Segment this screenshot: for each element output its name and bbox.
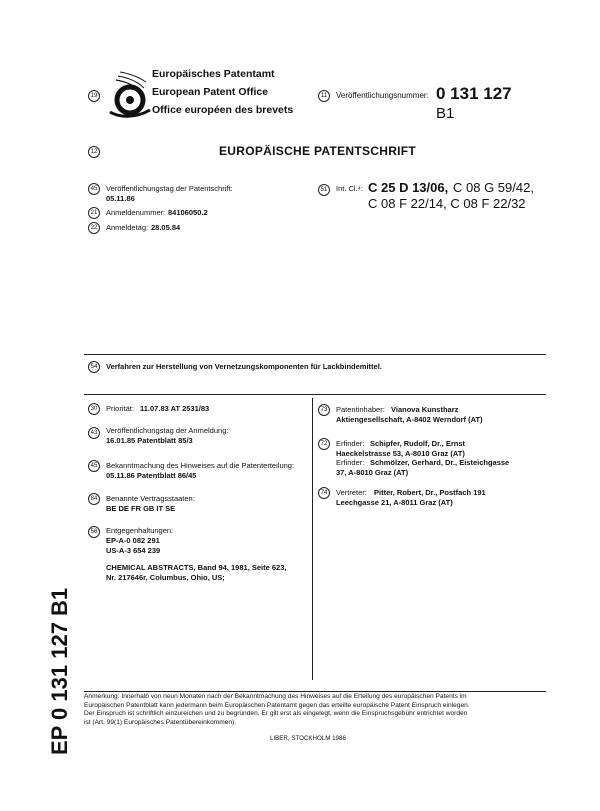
title-top-rule [84,354,546,355]
int-cl-rest-1: C 08 G 59/42, [453,180,534,195]
designated-states-value: BE DE FR GB IT SE [106,504,176,513]
int-cl-main: C 25 D 13/06, [368,180,449,195]
inventor-2-line-1: Schmölzer, Gerhard, Dr., Eisteichgasse [370,458,510,467]
app-pub-label: Veröffentlichungstag der Anmeldung: [106,426,229,435]
office-name-en: European Patent Office [152,86,269,98]
designated-states-label: Benannte Vertragsstaaten: [106,494,195,503]
invention-title: Verfahren zur Herstellung von Vernetzungskomponenten für Lackbindemittel. [106,362,382,371]
footer-note-line-1: Anmerkung: Innerhalb von neun Monaten nach der Bekanntmachung des Hinweises auf die Erteilung des europäischen Patents im [84,693,467,700]
side-publication-label: EP 0 131 127 B1 [47,587,72,755]
inventor-1-line-2: Haeckelstrasse 53, A-8010 Graz (AT) [336,449,465,458]
grant-notice-value: 05.11.86 Patentblatt 86/45 [106,471,197,480]
pub-number: 0 131 127 [436,84,512,103]
proprietor-line-2: Aktiengesellschaft, A-8402 Werndorf (AT) [336,415,483,424]
footer-note-line-2: Europäischen Patentblatt kann jedermann beim Europäischen Patentamt gegen das erteilte europäische Patent Einspruch einlegen. [84,701,470,709]
code-45-circle: 45 [88,183,100,195]
footer-rule [84,691,546,692]
app-number: 84106050.2 [168,208,208,217]
code-11-circle: 11 [318,90,330,102]
filing-date-label: Anmeldetag: [106,223,149,232]
code-56-circle: 56 [88,526,100,538]
int-cl-label: Int. Cl.⁴: [336,184,363,193]
footer-note-line-3: Der Einspruch ist schriftlich einzureichen und zu begründen. Er gilt erst als eingelegt, wenn die Einspruchsgebühr entrichtet worden [84,710,468,718]
footer-note-line-4: ist (Art. 99(1) Europäisches Patentübereinkommen). [84,718,237,726]
code-72-circle: 72 [318,438,330,450]
code-21-circle: 21 [88,207,100,219]
pub-number-label: Veröffentlichungsnummer: [336,91,429,100]
kind-code: B1 [436,105,455,122]
citation-2: US-A-3 654 239 [106,546,161,555]
int-cl-line-2: C 08 F 22/14, C 08 F 22/32 [368,196,526,211]
code-19-circle: 19 [88,90,100,102]
title-bottom-rule [84,394,546,395]
proprietor-line-1: Vianova Kunstharz [391,405,459,414]
code-12-circle: 12 [88,146,100,158]
inventor-label-1: Erfinder: [336,439,365,448]
code-74-circle: 74 [318,487,330,499]
app-pub-value: 16.01.85 Patentblatt 85/3 [106,436,193,445]
epo-logo-icon [106,62,152,120]
chem-abstracts-line-1: CHEMICAL ABSTRACTS, Band 94, 1981, Seite 623, [106,563,287,572]
chem-abstracts-line-2: Nr. 217646r, Columbus, Ohio, US; [106,573,225,582]
inventor-2-line-2: 37, A-8010 Graz (AT) [336,468,409,477]
code-45b-circle: 45 [88,460,100,472]
citations-label: Entgegenhaltungen: [106,526,174,535]
code-43-circle: 43 [88,427,100,439]
code-54-circle: 54 [88,361,100,373]
column-divider [312,398,313,680]
priority-label: Priorität: [106,404,134,413]
representative-line-1: Pitter, Robert, Dr., Postfach 191 [374,488,486,497]
footer-note [84,693,554,727]
representative-line-2: Leechgasse 21, A-8011 Graz (AT) [336,498,453,507]
inventor-label-2: Erfinder: [336,458,365,467]
inventor-1-line-1: Schipfer, Rudolf, Dr., Ernst [370,439,466,448]
proprietor-label: Patentinhaber: [336,405,385,414]
code-84-circle: 84 [88,493,100,505]
priority-value: 11.07.83 AT 2531/83 [140,404,210,413]
office-name-fr: Office européen des brevets [152,104,294,116]
code-22-circle: 22 [88,222,100,234]
app-number-label: Anmeldenummer: [106,208,166,217]
printer-imprint: LIBER, STOCKHOLM 1986 [270,735,346,742]
representative-label: Vertreter: [336,488,367,497]
citation-1: EP-A-0 082 291 [106,536,160,545]
document-title: EUROPÄISCHE PATENTSCHRIFT [219,144,417,158]
office-name-de: Europäisches Patentamt [152,68,275,80]
code-30-circle: 30 [88,403,100,415]
pub-date-label: Veröffentlichungstag der Patentschrift: [106,184,233,193]
code-73-circle: 73 [318,404,330,416]
code-51-circle: 51 [318,184,330,196]
grant-notice-label: Bekanntmachung des Hinweises auf die Patenterteilung: [106,461,295,470]
pub-date: 05.11.86 [106,194,135,203]
filing-date: 28.05.84 [151,223,181,232]
